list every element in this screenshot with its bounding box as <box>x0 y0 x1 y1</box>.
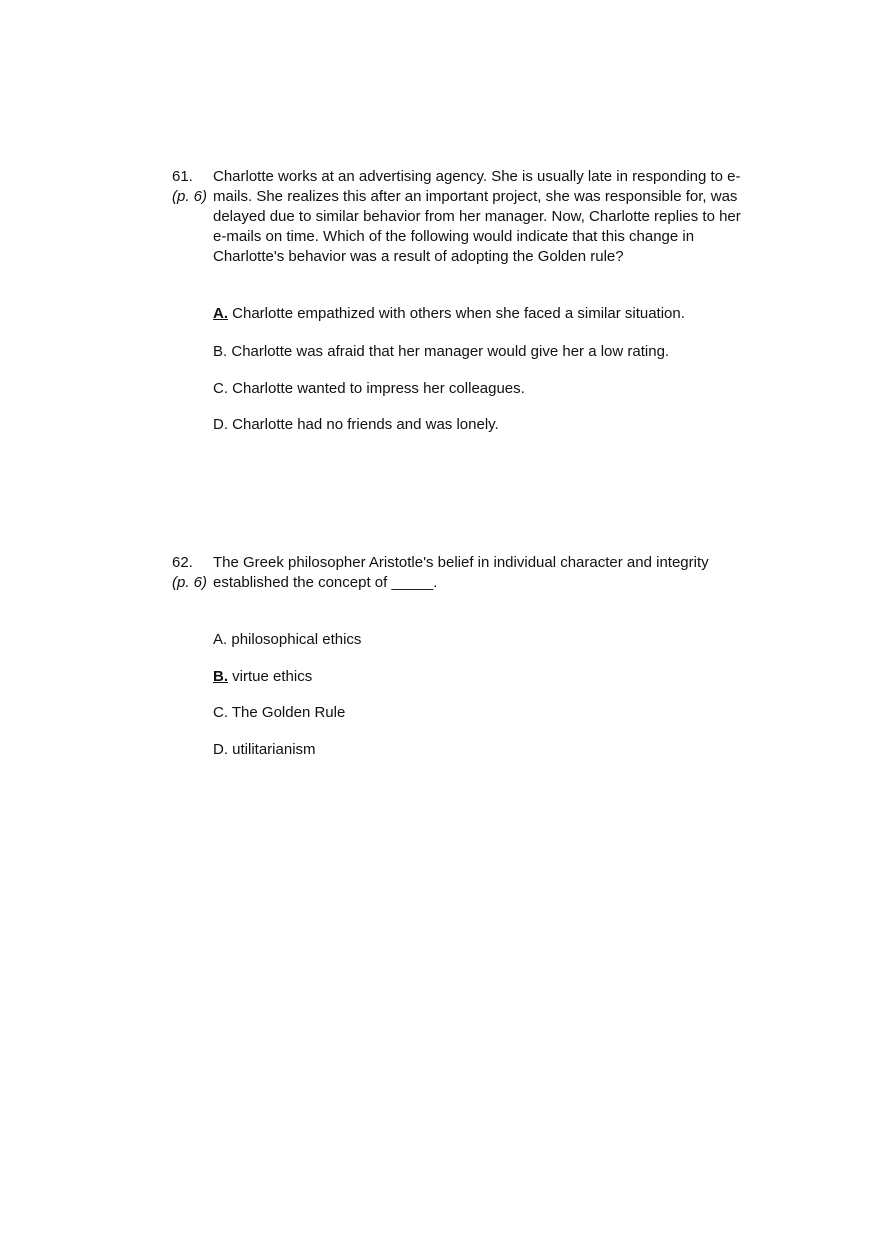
option-letter-correct: A. <box>213 305 228 322</box>
option-d <box>213 415 499 435</box>
option-letter: D. <box>213 741 228 758</box>
option-text: virtue ethics <box>228 668 313 685</box>
question-stem: Charlotte works at an advertising agency. She is usually late in responding to e-mails. She realizes this after an important project, she was responsible for, was delayed due to similar behavior from her manager. Now, Charlotte replies to her e-mails on time. Which of the following would indicate that this change in Charlotte's behavior was a result of adopting the Golden rule? <box>213 168 741 265</box>
option-text: philosophical ethics <box>227 631 362 648</box>
page-reference: (p. 6) <box>172 188 208 205</box>
option-letter-correct: B. <box>213 668 228 685</box>
option-letter: B. <box>213 343 228 360</box>
option-text: Charlotte was afraid that her manager would give her a low rating. <box>227 343 670 360</box>
option-text: Charlotte had no friends and was lonely. <box>228 416 499 433</box>
option-c <box>213 379 525 399</box>
option-letter: A. <box>213 631 228 648</box>
option-c <box>213 703 345 723</box>
question-stem: The Greek philosopher Aristotle's belief in individual character and integrity established the concept of _____. <box>213 554 709 591</box>
option-a <box>213 630 361 650</box>
option-d <box>213 740 316 760</box>
option-b <box>213 342 669 362</box>
option-letter: D. <box>213 416 228 433</box>
page-reference: (p. 6) <box>172 574 208 591</box>
option-b <box>213 667 312 687</box>
option-a <box>213 304 685 324</box>
option-text: Charlotte wanted to impress her colleagues. <box>228 380 525 397</box>
option-text: The Golden Rule <box>228 704 346 721</box>
question-number: 61. <box>172 168 193 185</box>
option-text: utilitarianism <box>228 741 316 758</box>
option-letter: C. <box>213 380 228 397</box>
option-text: Charlotte empathized with others when she faced a similar situation. <box>228 305 685 322</box>
question-number: 62. <box>172 554 193 571</box>
option-letter: C. <box>213 704 228 721</box>
